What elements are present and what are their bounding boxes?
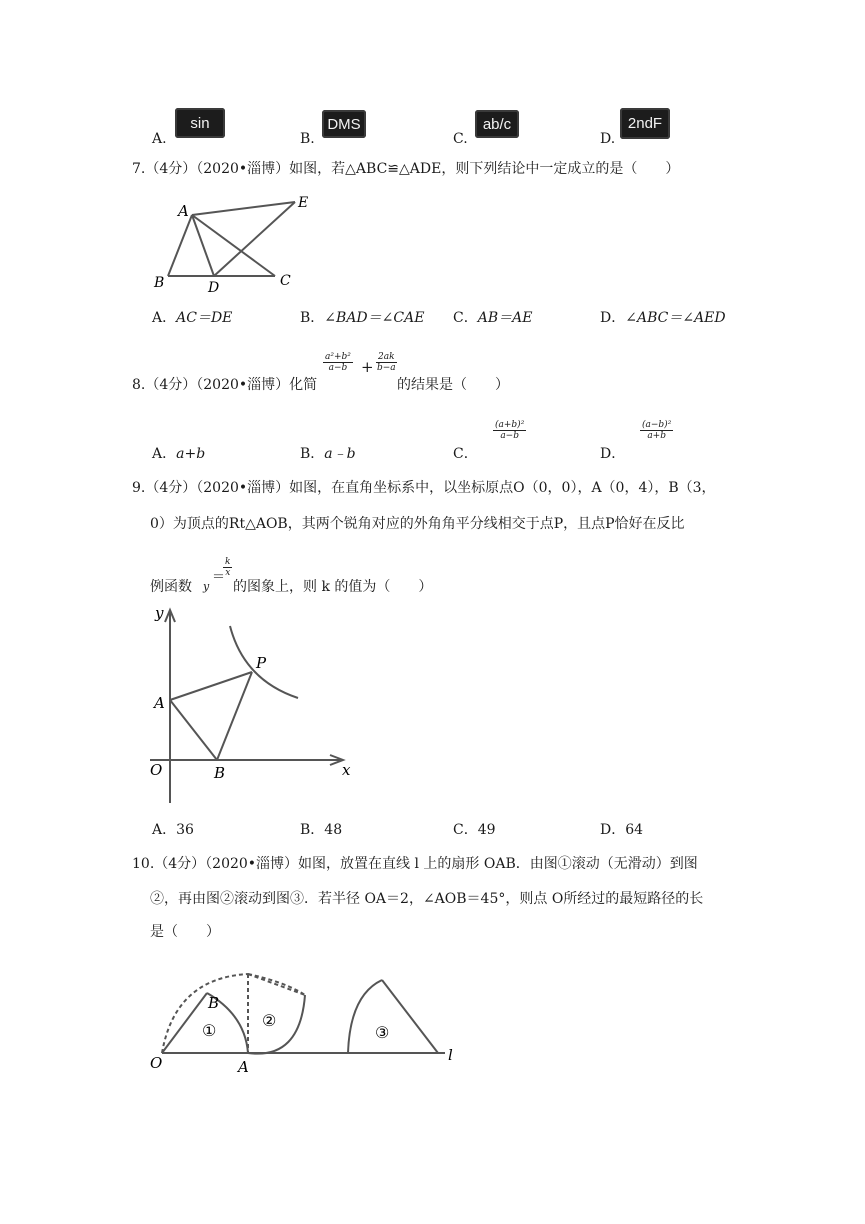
2ndf-key-icon: 2ndF: [620, 108, 670, 139]
q8-plus-sign: +: [361, 358, 374, 376]
q9-option-b-text: 48: [324, 822, 343, 838]
q10-label-circle-1: ①: [202, 1021, 217, 1040]
q10-line-2: ②，再由图②滚动到图③．若半径 OA＝2，∠AOB＝45°，则点 O所经过的最短路径的长: [150, 891, 704, 907]
q10-label-o: O: [150, 1054, 163, 1072]
q8-option-a-text: a+b: [176, 446, 206, 462]
q10-label-l: l: [448, 1046, 453, 1064]
q9-option-a-text: 36: [176, 822, 194, 838]
q6-option-b-letter: B.: [300, 131, 315, 147]
q9-option-d-text: 64: [625, 822, 644, 838]
q9-option-b-letter: B．: [300, 822, 325, 838]
q10-line-1: 10.（4分）（2020•淄博）如图，放置在直线 l 上的扇形 OAB．由图①滚动（无滑动）到图: [132, 856, 698, 872]
q7-label-e: E: [298, 195, 309, 211]
fraction-key-icon: ab/c: [475, 110, 519, 138]
q9-func-numerator: k: [225, 557, 231, 567]
q8-option-d-letter: D．: [600, 446, 626, 462]
q8-option-d-numerator: (a−b)²: [642, 420, 672, 430]
q9-option-d-letter: D．: [600, 822, 626, 838]
q9-option-c-letter: C．: [453, 822, 478, 838]
q7-label-a: A: [178, 202, 189, 220]
q8-option-b-text: a﹣b: [324, 446, 356, 462]
q8-option-c-denominator: a−b: [500, 431, 519, 441]
q8-stem-suffix: 的结果是（ ）: [397, 377, 509, 393]
q8-option-d-fraction: [640, 420, 673, 441]
q6-option-a-letter: A.: [152, 131, 167, 147]
q9-line-2: 0）为顶点的Rt△AOB，其两个锐角对应的外角角平分线相交于点P，且点P恰好在反比: [150, 516, 685, 532]
q10-line-3: 是（ ）: [150, 924, 220, 940]
q8-option-d-denominator: a+b: [647, 431, 666, 441]
dms-key-icon: DMS: [322, 110, 366, 138]
q9-option-a-letter: A．: [152, 822, 177, 838]
q9-func-fraction: [223, 557, 232, 578]
q8-fraction-2: [376, 352, 397, 373]
q9-label-x: x: [342, 761, 351, 779]
q7-label-b: B: [154, 275, 165, 291]
q8-fraction-1: [323, 352, 353, 373]
q8-fraction-2-numerator: 2ak: [378, 352, 395, 362]
q6-option-c-letter: C.: [453, 131, 468, 147]
q9-func-equals: ＝: [212, 570, 226, 585]
q7-option-d-letter: D．: [600, 310, 626, 326]
q8-option-c-numerator: (a+b)²: [495, 420, 525, 430]
q10-label-circle-3: ③: [375, 1023, 390, 1042]
q8-option-c-fraction: [493, 420, 526, 441]
q9-label-b: B: [214, 764, 226, 782]
q8-fraction-1-denominator: a−b: [328, 363, 348, 373]
q9-func-denominator: x: [225, 568, 231, 578]
q7-label-d: D: [208, 280, 220, 296]
q8-option-b-letter: B．: [300, 446, 325, 462]
q7-option-a-text: AC＝DE: [176, 310, 233, 326]
q8-fraction-2-denominator: b−a: [376, 363, 396, 373]
q7-stem: 7.（4分）（2020•淄博）如图，若△ABC≌△ADE，则下列结论中一定成立的是（ ）: [132, 161, 680, 177]
sin-key-icon: sin: [175, 108, 225, 138]
q10-sector-rolling-figure: [140, 960, 470, 1080]
q9-line-3-suffix: 的图象上，则 k 的值为（ ）: [233, 579, 433, 595]
q9-label-o: O: [150, 761, 163, 779]
q9-label-a: A: [154, 694, 165, 712]
q9-label-p: P: [256, 654, 267, 672]
q7-label-c: C: [280, 273, 291, 289]
q9-coordinate-figure: [140, 600, 370, 810]
q7-triangle-figure: [150, 192, 330, 296]
q7-option-d-text: ∠ABC＝∠AED: [625, 310, 726, 326]
q10-label-b: B: [208, 994, 220, 1012]
q7-option-b-text: ∠BAD＝∠CAE: [324, 310, 425, 326]
q7-option-c-letter: C．: [453, 310, 478, 326]
q7-option-c-text: AB＝AE: [477, 310, 533, 326]
q7-option-b-letter: B．: [300, 310, 325, 326]
q8-stem-prefix: 8.（4分）（2020•淄博）化简: [132, 377, 318, 393]
q6-option-d-letter: D.: [600, 131, 616, 147]
q8-fraction-1-numerator: a²+b²: [325, 352, 351, 362]
q9-line-3-prefix: 例函数: [150, 579, 192, 595]
q8-option-c-letter: C．: [453, 446, 478, 462]
q8-option-a-letter: A．: [152, 446, 177, 462]
q9-func-y: y: [203, 580, 210, 593]
q10-label-circle-2: ②: [262, 1011, 277, 1030]
q9-option-c-text: 49: [477, 822, 496, 838]
q9-label-y: y: [155, 604, 164, 622]
q10-label-a: A: [238, 1058, 249, 1076]
q7-option-a-letter: A．: [152, 310, 177, 326]
q9-line-1: 9.（4分）（2020•淄博）如图，在直角坐标系中，以坐标原点O（0，0），A（0，4），B（3，: [132, 480, 716, 496]
